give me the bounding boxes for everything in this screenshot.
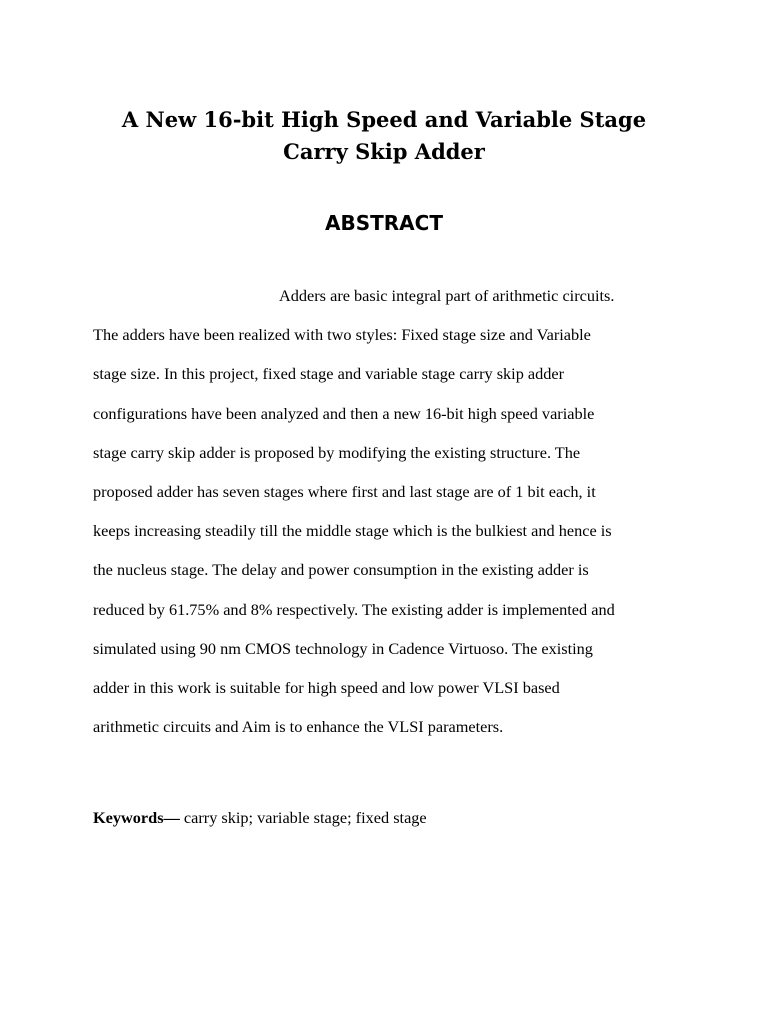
abstract-line: stage size. In this project, fixed stage and variable stage carry skip adder [93,364,565,384]
abstract-line: stage carry skip adder is proposed by modifying the existing structure. The [93,442,581,462]
paper-title [0,104,768,168]
abstract-line: simulated using 90 nm CMOS technology in Cadence Virtuoso. The existing [93,638,593,658]
abstract-line: reduced by 61.75% and 8% respectively. The existing adder is implemented and [93,599,615,619]
abstract-body [93,276,683,746]
abstract-heading: ABSTRACT [325,211,443,235]
abstract-line: the nucleus stage. The delay and power consumption in the existing adder is [93,560,589,580]
abstract-line: Adders are basic integral part of arithmetic circuits. [279,286,615,305]
abstract-line: proposed adder has seven stages where first and last stage are of 1 bit each, it [93,482,596,502]
abstract-line: The adders have been realized with two styles: Fixed stage size and Variable [93,325,591,345]
keywords-line [93,803,683,833]
keywords-label: Keywords— [93,808,180,828]
paper-title-line-2: Carry Skip Adder [283,139,485,164]
abstract-line: configurations have been analyzed and then a new 16-bit high speed variable [93,403,595,423]
abstract-line: adder in this work is suitable for high speed and low power VLSI based [93,678,560,698]
paper-title-line-1: A New 16-bit High Speed and Variable Stage [121,107,647,132]
abstract-line: arithmetic circuits and Aim is to enhance the VLSI parameters. [93,717,504,737]
abstract-line: keeps increasing steadily till the middle stage which is the bulkiest and hence is [93,521,612,541]
keywords-text: carry skip; variable stage; fixed stage [179,808,427,828]
